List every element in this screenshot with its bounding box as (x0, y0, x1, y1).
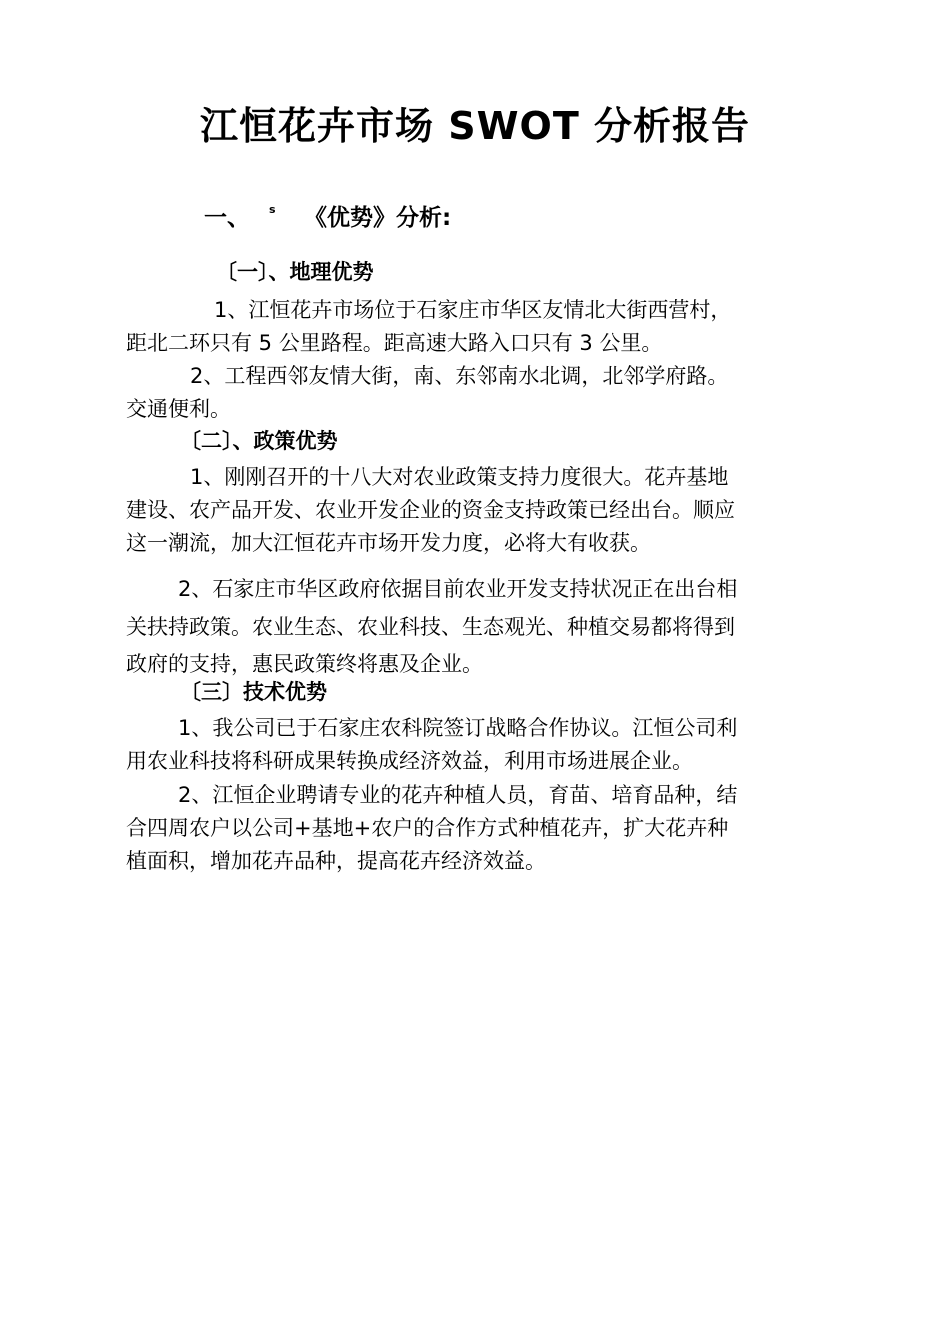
document-title: 江恒花卉市场 SWOT 分析报告 (200, 104, 750, 148)
subsection-heading-technology: 〔三〕技术优势 (180, 680, 327, 704)
paragraph-geography-1 (126, 294, 826, 360)
section-heading-strengths (204, 200, 451, 236)
section-superscript: s (269, 203, 276, 216)
text-line: 2、工程西邻友情大街，南、东邻南水北调，北邻学府路。 (190, 364, 729, 388)
paragraph-technology-2 (126, 779, 826, 878)
text-line: 1、江恒花卉市场位于石家庄市华区友情北大街西营村， (214, 298, 732, 322)
subsection-heading-geography: 〔一〕、地理优势 (216, 260, 374, 284)
subsection-heading-policy: 〔二〕、政策优势 (180, 429, 338, 453)
text-line: 植面积，增加花卉品种，提高花卉经济效益。 (126, 849, 546, 873)
text-line: 距北二环只有 5 公里路程。距高速大路入口只有 3 公里。 (126, 331, 663, 355)
text-line: 用农业科技将科研成果转换成经济效益，利用市场进展企业。 (126, 749, 693, 773)
text-line: 2、石家庄市华区政府依据目前农业开发支持状况正在出台相 (178, 577, 738, 601)
text-line: 关扶持政策。农业生态、农业科技、生态观光、种植交易都将得到 (126, 615, 735, 639)
text-line: 1、刚刚召开的十八大对农业政策支持力度很大。花卉基地 (190, 465, 729, 489)
text-line: 合四周农户以公司+基地+农户的合作方式种植花卉，扩大花卉种 (126, 816, 729, 840)
text-line: 交通便利。 (126, 397, 231, 421)
section-label: 《优势》分析: (304, 205, 452, 231)
text-line: 1、我公司已于石家庄农科院签订战略合作协议。江恒公司利 (178, 716, 738, 740)
text-line: 2、江恒企业聘请专业的花卉种植人员，育苗、培育品种，结 (178, 783, 738, 807)
paragraph-technology-1 (126, 712, 826, 778)
text-line: 建设、农产品开发、农业开发企业的资金支持政策已经出台。顺应 (126, 498, 735, 522)
text-line: 这一潮流，加大江恒花卉市场开发力度，必将大有收获。 (126, 531, 651, 555)
paragraph-geography-2 (126, 360, 826, 426)
paragraph-policy-2 (126, 570, 826, 678)
section-number: 一、 (204, 205, 250, 231)
paragraph-policy-1 (126, 461, 826, 560)
text-line: 政府的支持，惠民政策终将惠及企业。 (126, 652, 483, 676)
